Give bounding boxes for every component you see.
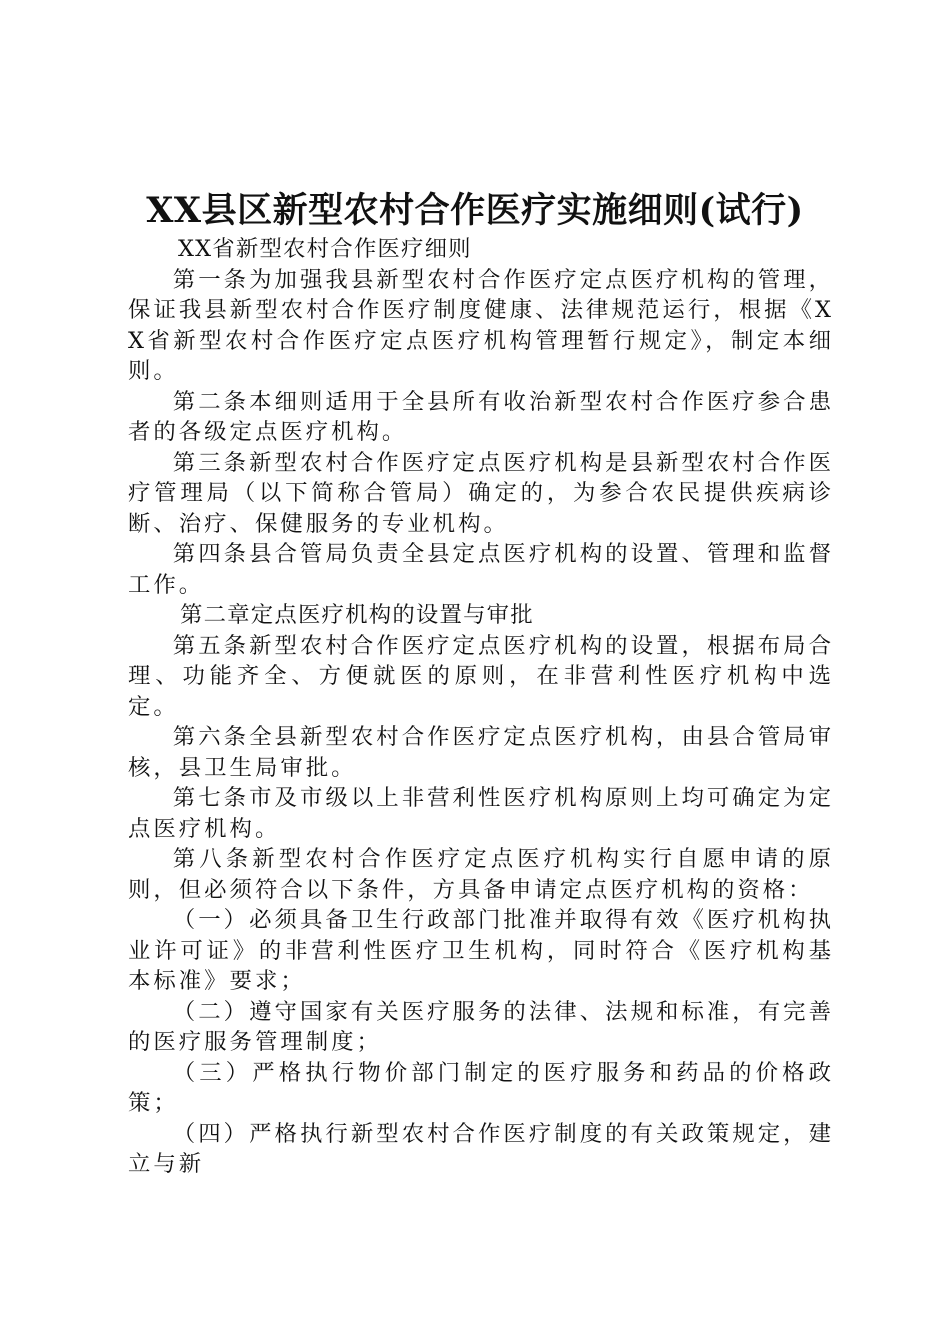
article-2-paragraph: 第二条本细则适用于全县所有收治新型农村合作医疗参合患者的各级定点医疗机构。 — [128, 388, 834, 445]
condition-3-paragraph: （三）严格执行物价部门制定的医疗服务和药品的价格政策； — [128, 1059, 834, 1116]
article-8-paragraph: 第八条新型农村合作医疗定点医疗机构实行自愿申请的原则，但必须符合以下条件，方具备申请定点医疗机构的资格： — [128, 846, 834, 903]
document-body — [128, 234, 834, 1180]
article-7-paragraph: 第七条市及市级以上非营利性医疗机构原则上均可确定为定点医疗机构。 — [128, 785, 834, 842]
document-title: XX县区新型农村合作医疗实施细则(试行) — [146, 190, 804, 231]
article-3-paragraph: 第三条新型农村合作医疗定点医疗机构是县新型农村合作医疗管理局（以下简称合管局）确定的，为参合农民提供疾病诊断、治疗、保健服务的专业机构。 — [128, 449, 834, 537]
condition-4-paragraph: （四）严格执行新型农村合作医疗制度的有关政策规定，建立与新 — [128, 1120, 834, 1177]
article-6-paragraph: 第六条全县新型农村合作医疗定点医疗机构，由县合管局审核，县卫生局审批。 — [128, 724, 834, 781]
article-5-paragraph: 第五条新型农村合作医疗定点医疗机构的设置，根据布局合理、功能齐全、方便就医的原则，在非营利性医疗机构中选定。 — [128, 632, 834, 720]
condition-2-paragraph: （二）遵守国家有关医疗服务的法律、法规和标准，有完善的医疗服务管理制度； — [128, 998, 834, 1055]
document-subtitle: XX省新型农村合作医疗细则 — [178, 236, 472, 262]
article-4-paragraph: 第四条县合管局负责全县定点医疗机构的设置、管理和监督工作。 — [128, 541, 834, 598]
condition-1-paragraph: （一）必须具备卫生行政部门批准并取得有效《医疗机构执业许可证》的非营利性医疗卫生机构，同时符合《医疗机构基本标准》要求； — [128, 907, 834, 994]
chapter-2-heading: 第二章定点医疗机构的设置与审批 — [180, 602, 534, 628]
article-1-paragraph: 第一条为加强我县新型农村合作医疗定点医疗机构的管理，保证我县新型农村合作医疗制度健康、法律规范运行，根据《XX省新型农村合作医疗定点医疗机构管理暂行规定》，制定本细则。 — [128, 266, 834, 384]
